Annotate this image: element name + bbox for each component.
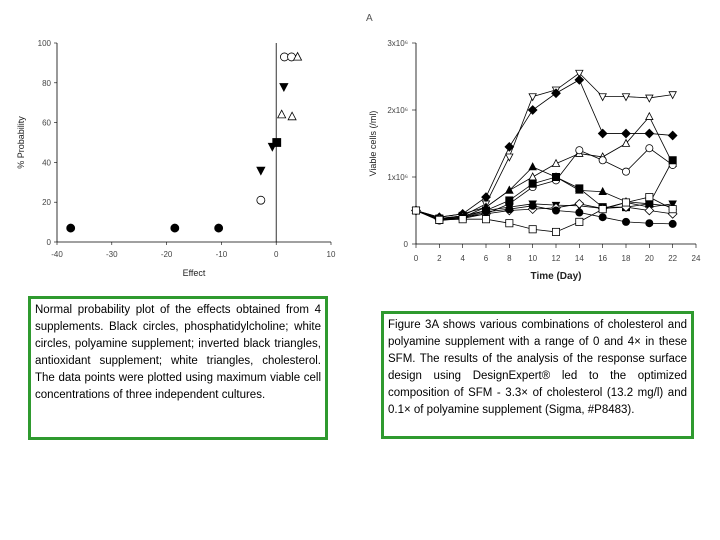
y-tick-label: 3x10⁶ [387,39,408,48]
y-tick-label: 0 [46,238,51,247]
y-tick-label: 1x10⁶ [387,173,408,182]
data-point [646,145,653,152]
x-tick-label: 20 [644,254,654,263]
data-point [552,160,559,167]
data-point [482,208,489,215]
x-tick-label: -40 [51,250,63,259]
data-point [646,95,653,102]
series-line [416,160,673,218]
y-tick-label: 60 [42,118,51,128]
y-tick-label: 2x10⁶ [387,106,408,115]
data-point [482,193,491,202]
data-point [576,218,583,225]
y-tick-label: 80 [42,78,51,88]
x-tick-label: -30 [106,250,118,259]
data-point [646,194,653,201]
data-point [459,216,466,223]
y-axis-title: Viable cells (/ml) [368,110,378,177]
data-point [529,173,536,180]
data-point [482,216,489,223]
data-point [669,220,676,227]
x-tick-label: 24 [691,254,701,263]
x-tick-label: 16 [598,254,608,263]
data-point [669,157,676,164]
data-point [506,197,513,204]
data-point [273,139,281,147]
x-tick-label: 18 [621,254,631,263]
data-point [599,214,606,221]
data-point [280,84,288,92]
data-point [646,220,653,227]
data-point [529,94,536,101]
data-point [506,206,513,213]
x-tick-label: 2 [437,254,442,263]
x-tick-label: 10 [326,250,336,259]
x-axis-title: Effect [182,268,206,278]
data-point [668,131,677,140]
data-point [576,209,583,216]
series-line [416,202,673,218]
data-point [412,207,419,214]
series-line [416,117,673,221]
data-point [646,113,653,120]
data-point [528,106,537,115]
x-tick-label: 0 [413,254,419,263]
x-tick-label: -10 [215,250,228,259]
data-point [436,216,443,223]
data-point [552,228,559,235]
data-point [171,224,179,232]
x-tick-label: 10 [528,254,538,263]
data-point [645,129,654,138]
x-tick-label: 14 [574,254,584,263]
data-point [575,199,584,208]
data-point [552,89,561,98]
data-point [599,206,606,213]
data-point [288,112,296,120]
data-point [599,157,606,164]
x-tick-label: 12 [551,254,561,263]
x-tick-label: -20 [160,250,173,259]
data-point [622,168,629,175]
data-point [67,224,75,232]
series-line [416,73,673,218]
series-line [416,167,673,217]
probability-plot [0,0,340,278]
y-axis-title: % Probability [16,116,26,169]
data-point [257,167,265,175]
data-point [576,147,583,154]
y-tick-label: 20 [42,198,51,208]
x-tick-label: 6 [483,254,489,263]
panel-label: A [366,13,373,24]
viable-cells-chart [360,0,700,300]
data-point [669,206,676,213]
data-point [257,196,265,204]
series-line [416,148,673,220]
data-point [622,129,631,138]
data-point [552,207,559,214]
data-point [575,76,584,85]
data-point [622,218,629,225]
series-line [416,80,673,217]
x-axis-title: Time (Day) [530,271,582,282]
x-tick-label: 22 [668,254,678,263]
x-tick-label: 0 [273,250,279,259]
caption-right: Figure 3A shows various combinations of cholesterol and polyamine supplement with a range of 0 and 4× in these SFM. The results of the analysis of the response surface design using DesignExpert® led to the optimized composition of SFM - 3.3× of cholesterol (13.2 mg/l) and 0.1× of polyamine supplement (Sigma, #P8483). [381,311,694,439]
y-tick-label: 0 [403,240,408,249]
x-tick-label: 8 [507,254,512,263]
data-point [622,199,629,206]
data-point [506,220,513,227]
data-point [278,110,286,118]
data-point [215,224,223,232]
data-point [529,202,536,209]
data-point [599,94,606,101]
data-point [529,180,536,187]
y-tick-label: 100 [37,39,51,48]
data-point [529,163,536,170]
data-point [529,226,536,233]
caption-left: Normal probability plot of the effects obtained from 4 supplements. Black circles, phosphatidylcholine; white circles, polyamine supplement; inverted black triangles, antioxidant supplement; white triangles, cholesterol. The data points were plotted using maximum viable cell concentrations of three independent cultures. [28,296,328,440]
x-tick-label: 4 [460,254,465,263]
data-point [598,129,607,138]
y-tick-label: 40 [42,158,51,168]
data-point [506,154,513,161]
